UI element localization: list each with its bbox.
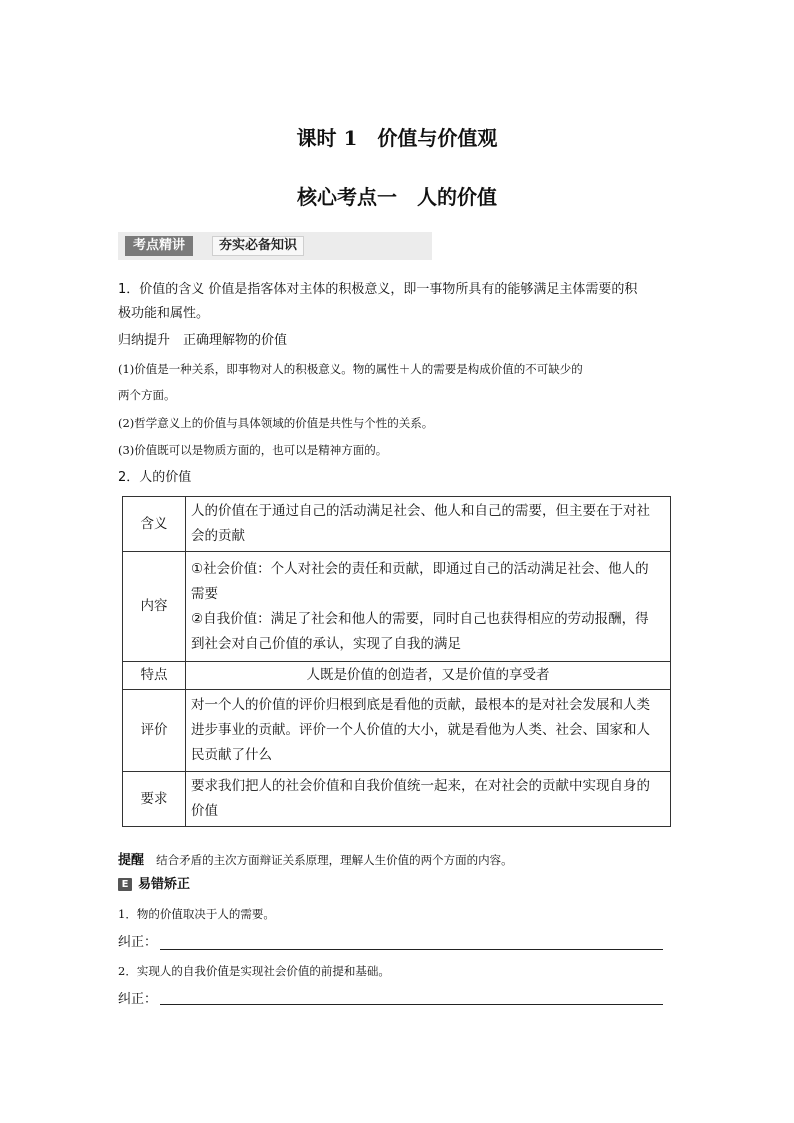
row-line: 会的贡献 <box>191 528 245 544</box>
reminder-label: 提醒 <box>118 853 145 868</box>
row-line: ②自我价值：满足了社会和他人的需要，同时自己也获得相应的劳动报酬，得 <box>191 610 649 627</box>
lesson-title: 课时 1 价值与价值观 <box>296 126 498 150</box>
answer-line-2[interactable] <box>160 1004 663 1005</box>
answer-line-1[interactable] <box>160 949 663 950</box>
summary-heading: 归纳提升 正确理解物的价值 <box>118 333 288 348</box>
banner-label-sub: 夯实必备知识 <box>212 236 304 256</box>
row-line: ①社会价值：个人对社会的责任和贡献，即通过自己的活动满足社会、他人的 <box>191 560 649 577</box>
row-line: 要求我们把人的社会价值和自我价值统一起来，在对社会的贡献中实现自身的 <box>191 778 650 794</box>
summary-item2: (2)哲学意义上的价值与具体领域的价值是共性与个性的关系。 <box>118 416 434 430</box>
point2-heading: 2．人的价值 <box>118 470 192 485</box>
row-line: 人的价值在于通过自己的活动满足社会、他人和自己的需要，但主要在于对社 <box>191 503 650 519</box>
row-value <box>186 552 671 662</box>
corrections-heading-text: 易错矫正 <box>138 877 191 892</box>
row-value <box>186 690 671 772</box>
table-row <box>123 497 671 552</box>
summary-item1-line1: (1)价值是一种关系，即事物对人的积极意义。物的属性＋人的需要是构成价值的不可缺少的 <box>118 362 583 376</box>
section-banner <box>118 232 432 260</box>
correction-label-1: 纠正： <box>118 935 158 950</box>
row-line: 民贡献了什么 <box>191 747 272 763</box>
point1-line2: 极功能和属性。 <box>118 306 210 321</box>
row-key: 内容 <box>123 552 186 662</box>
row-key: 评价 <box>123 690 186 772</box>
reminder <box>118 848 513 873</box>
table-row <box>123 690 671 772</box>
table-row <box>123 662 671 690</box>
banner-label-key: 考点精讲 <box>125 236 193 256</box>
row-key: 特点 <box>123 662 186 690</box>
reminder-text: 结合矛盾的主次方面辩证关系原理，理解人生价值的两个方面的内容。 <box>156 853 513 867</box>
correction-icon: E <box>118 878 132 891</box>
row-value <box>186 772 671 827</box>
row-key: 要求 <box>123 772 186 827</box>
summary-item1-line2: 两个方面。 <box>118 388 176 402</box>
correction-label-2: 纠正： <box>118 992 158 1007</box>
row-line: 到社会对自己价值的承认，实现了自我的满足 <box>191 635 461 652</box>
correction-item2: 2．实现人的自我价值是实现社会价值的前提和基础。 <box>118 964 390 978</box>
row-value <box>186 662 671 690</box>
row-line: 价值 <box>191 803 218 819</box>
row-line: 人既是价值的创造者，又是价值的享受者 <box>306 667 550 683</box>
section-title: 核心考点一 人的价值 <box>297 185 497 209</box>
value-table <box>122 496 671 827</box>
row-line: 需要 <box>191 585 218 602</box>
summary-item3: (3)价值既可以是物质方面的，也可以是精神方面的。 <box>118 443 388 457</box>
point1-line1: 1．价值的含义 价值是指客体对主体的积极意义，即一事物所具有的能够满足主体需要的积 <box>118 282 638 297</box>
table-row <box>123 772 671 827</box>
row-line: 进步事业的贡献。评价一个人价值的大小，就是看他为人类、社会、国家和人 <box>191 722 650 738</box>
row-value <box>186 497 671 552</box>
correction-item1: 1．物的价值取决于人的需要。 <box>118 907 275 921</box>
row-line: 对一个人的价值的评价归根到底是看他的贡献，最根本的是对社会发展和人类 <box>191 697 650 713</box>
row-key: 含义 <box>123 497 186 552</box>
table-row <box>123 552 671 662</box>
corrections-heading <box>118 873 190 897</box>
